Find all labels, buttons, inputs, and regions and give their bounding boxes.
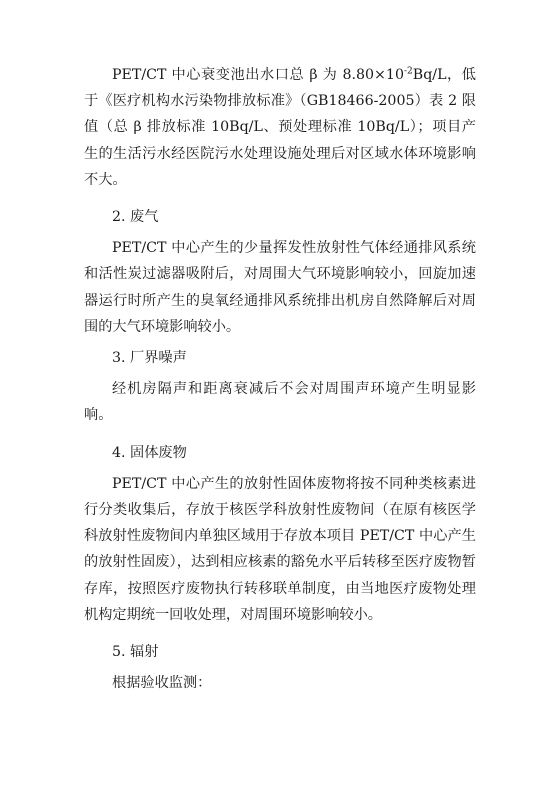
wastewater-exponent: -2: [404, 66, 413, 77]
wastewater-paragraph: [84, 62, 476, 193]
solid-waste-paragraph: PET/CT 中心产生的放射性固体废物将按不同种类核素进行分类收集后，存放于核医学科放射性废物间（在原有核医学科放射性废物间内单独区域用于存放本项目 PET/CT 中心产生的放射性固废），达到相应核素的豁免水平后转移至医疗废物暂存库，按照医疗废物执行转移联单制度，由当地医疗废物处理机构定期统一回收处理，对周围环境影响较小。: [84, 475, 476, 623]
exhaust-heading: 2. 废气: [112, 209, 159, 226]
wastewater-text-part1: PET/CT 中心衰变池出水口总 β 为 8.80×10: [112, 67, 404, 83]
radiation-paragraph: 根据验收监测：: [112, 675, 212, 692]
wastewater-text-part2: Bq/L，低于《医疗机构水污染物排放标准》（GB18466-2005）表 2 限值（总 β 排放标准 10Bq/L、预处理标准 10Bq/L）；项目产生的生活污水经医院污水处理设施处理后对区域水体环境影响不大。: [84, 67, 476, 188]
radiation-heading: 5. 辐射: [112, 644, 159, 661]
document-page: [84, 62, 476, 696]
noise-paragraph: 经机房隔声和距离衰减后不会对周围声环境产生明显影响。: [84, 381, 476, 424]
noise-heading: 3. 厂界噪声: [112, 350, 187, 367]
exhaust-paragraph: PET/CT 中心产生的少量挥发性放射性气体经通排风系统和活性炭过滤器吸附后，对周围大气环境影响较小，回旋加速器运行时所产生的臭氧经通排风系统排出机房自然降解后对周围的大气环境影响较小。: [84, 240, 476, 335]
solid-waste-heading: 4. 固体废物: [112, 444, 187, 461]
